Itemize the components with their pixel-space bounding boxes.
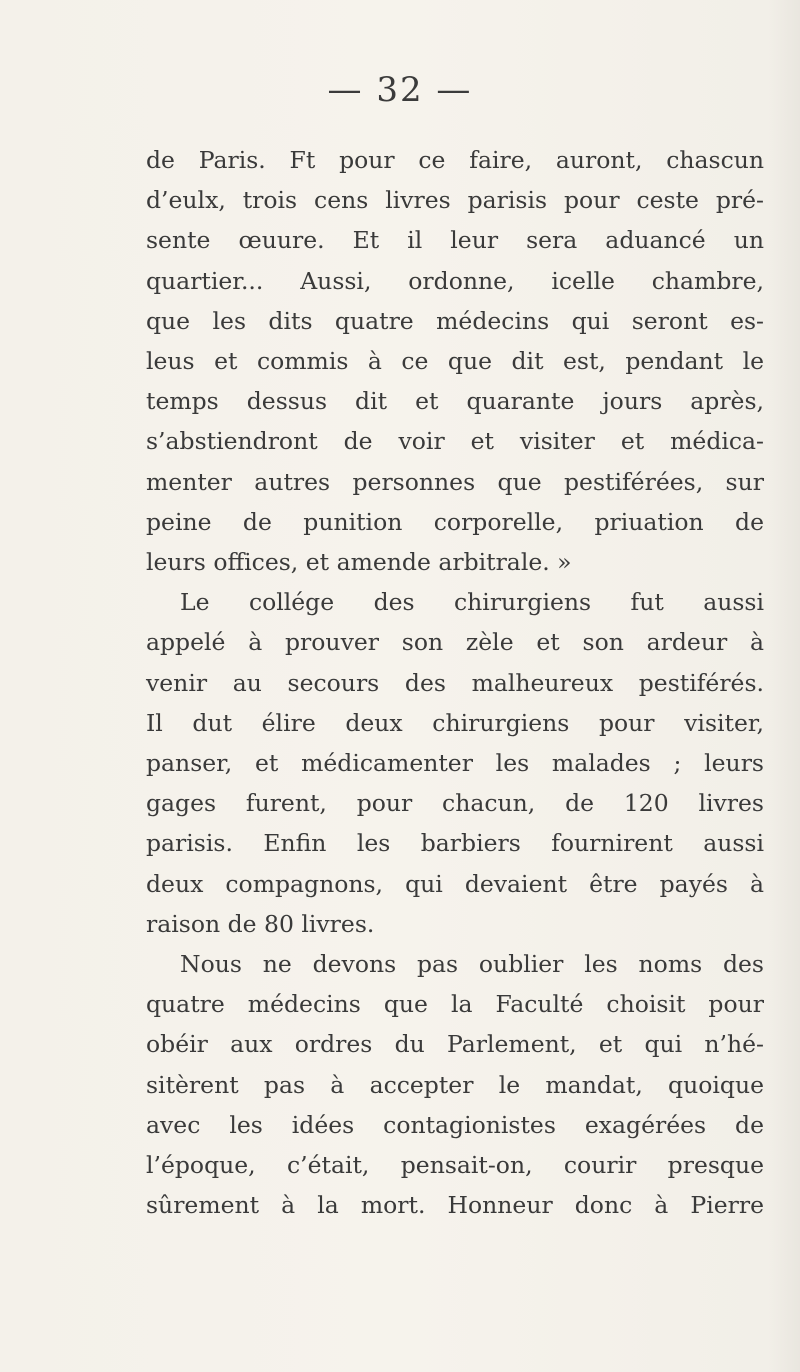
text-line: leus et commis à ce que dit est, pendant le — [146, 347, 764, 376]
text-line: d’eulx, trois cens livres parisis pour ceste pré- — [146, 186, 764, 215]
text-line: obéir aux ordres du Parlement, et qui n’hé- — [146, 1030, 764, 1059]
body-text — [146, 140, 786, 1225]
text-line: temps dessus dit et quarante jours après, — [146, 387, 764, 416]
text-line: que les dits quatre médecins qui seront es- — [146, 306, 764, 335]
text-line: venir au secours des malheureux pestiférés. — [146, 668, 764, 697]
text-line: parisis. Enfin les barbiers fournirent aussi — [146, 829, 764, 858]
text-line: sente œuure. Et il leur sera aduancé un — [146, 226, 764, 255]
text-line: sûrement à la mort. Honneur donc à Pierre — [146, 1191, 764, 1220]
text-line: panser, et médicamenter les malades ; leurs — [146, 749, 764, 778]
text-line: gages furent, pour chacun, de 120 livres — [146, 789, 764, 818]
text-line: quartier... Aussi, ordonne, icelle chambre, — [146, 266, 764, 295]
text-line: sitèrent pas à accepter le mandat, quoique — [146, 1070, 764, 1099]
text-line: leurs offices, et amende arbitrale. » — [146, 548, 572, 577]
text-line: Nous ne devons pas oublier les noms des — [180, 950, 764, 979]
text-line: appelé à prouver son zèle et son ardeur à — [146, 628, 764, 657]
page-number: — 32 — — [327, 70, 473, 110]
text-line: deux compagnons, qui devaient être payés à — [146, 869, 764, 898]
text-line: Il dut élire deux chirurgiens pour visiter, — [146, 708, 764, 737]
text-line: s’abstiendront de voir et visiter et médica- — [146, 427, 764, 456]
text-line: quatre médecins que la Faculté choisit pour — [146, 990, 764, 1019]
text-line: de Paris. Ft pour ce faire, auront, chascun — [146, 146, 764, 174]
text-line: Le collége des chirurgiens fut aussi — [180, 588, 764, 617]
text-line: raison de 80 livres. — [146, 909, 375, 938]
text-line: l’époque, c’était, pensait-on, courir presque — [146, 1151, 764, 1180]
text-line: menter autres personnes que pestiférées, sur — [146, 467, 764, 496]
text-line: avec les idées contagionistes exagérées de — [146, 1110, 764, 1139]
text-line: peine de punition corporelle, priuation de — [146, 507, 764, 536]
